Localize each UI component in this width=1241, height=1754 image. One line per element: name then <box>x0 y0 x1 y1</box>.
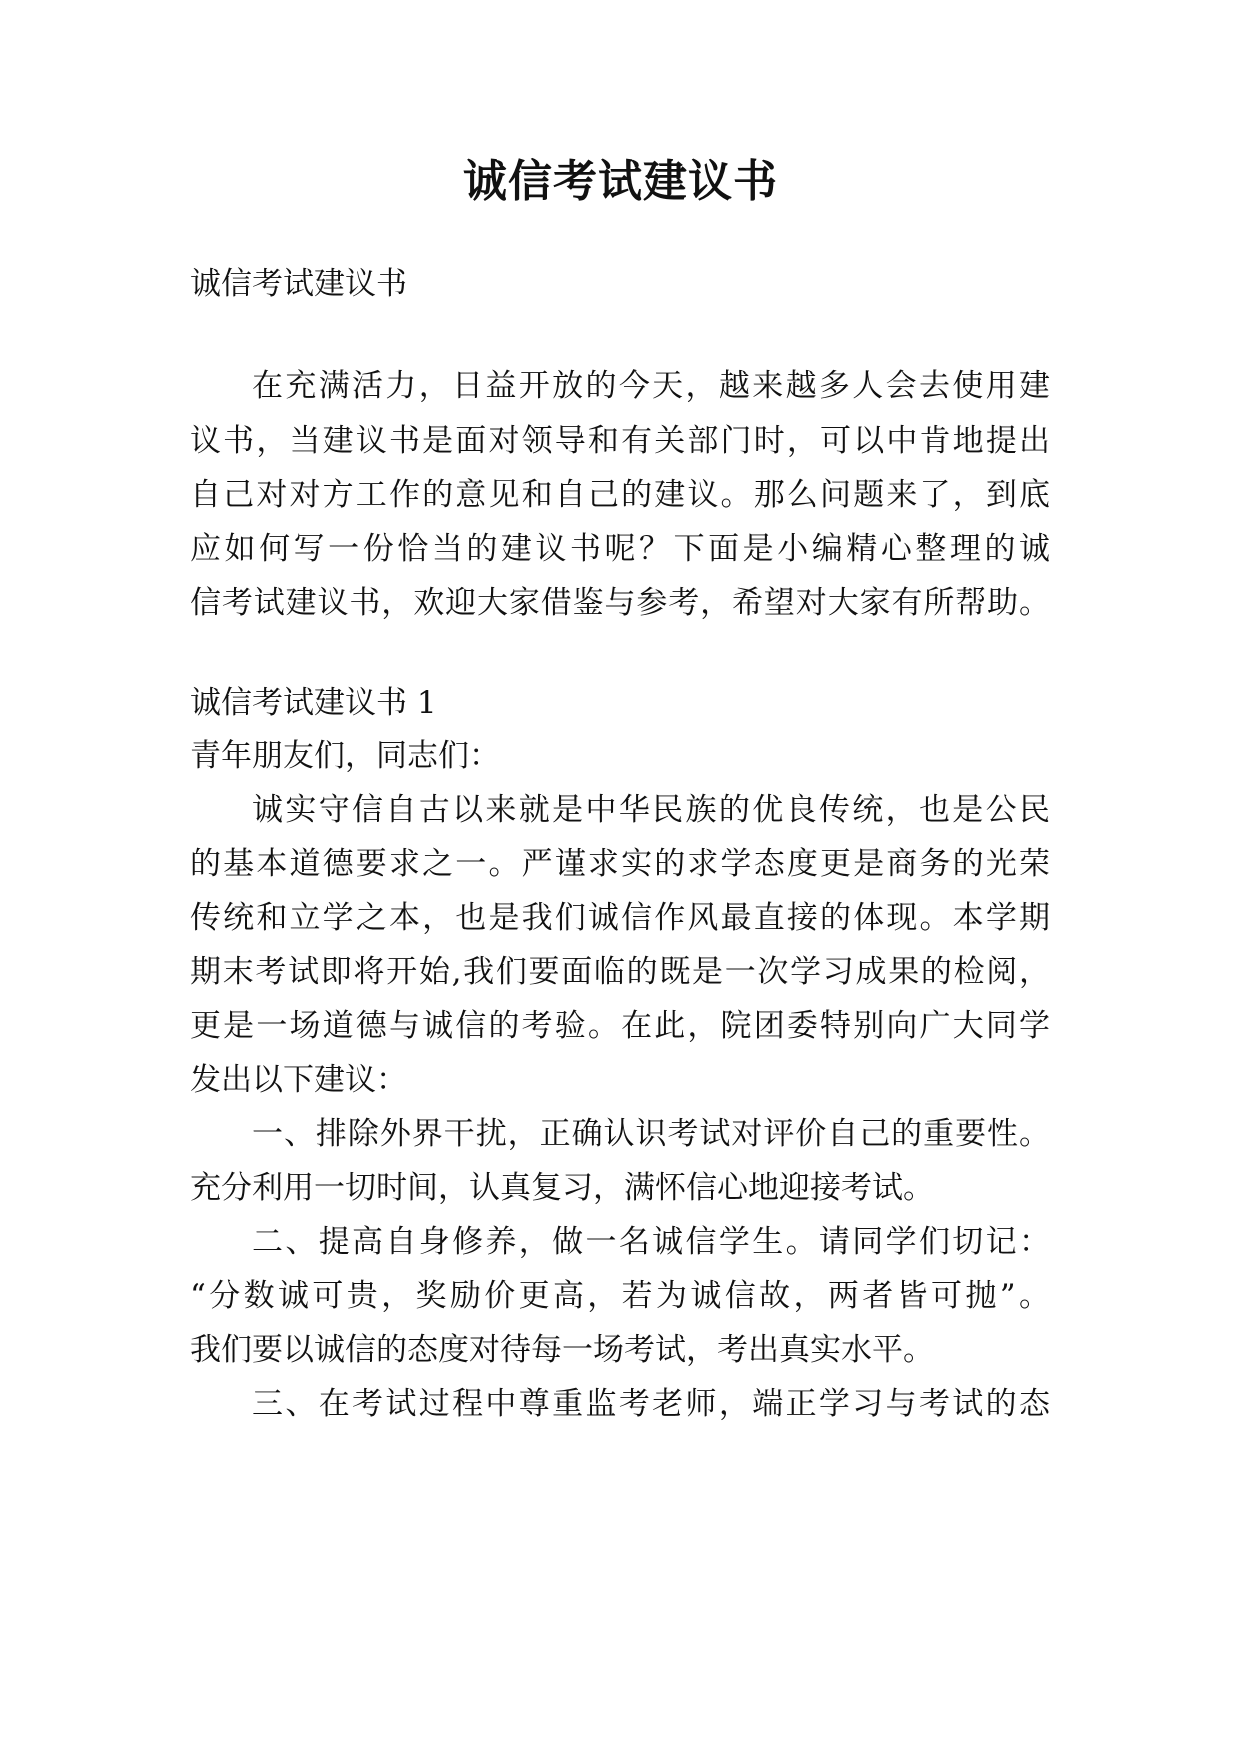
body-line: 传统和立学之本，也是我们诚信作风最直接的体现。本学期 <box>190 900 1050 936</box>
body-line: 更是一场道德与诚信的考验。在此，院团委特别向广大同学 <box>190 1008 1050 1044</box>
body-line: “分数诚可贵，奖励价更高，若为诚信故，两者皆可抛”。 <box>190 1278 1050 1314</box>
section-heading: 诚信考试建议书 1 <box>190 685 437 721</box>
body-line: 充分利用一切时间，认真复习，满怀信心地迎接考试。 <box>190 1170 934 1206</box>
body-line: 期末考试即将开始,我们要面临的既是一次学习成果的检阅， <box>190 954 1050 990</box>
salutation: 青年朋友们，同志们： <box>190 738 500 774</box>
intro-line: 议书，当建议书是面对领导和有关部门时，可以中肯地提出 <box>190 423 1050 459</box>
body-line: 我们要以诚信的态度对待每一场考试，考出真实水平。 <box>190 1332 934 1368</box>
body-line: 一、排除外界干扰，正确认识考试对评价自己的重要性。 <box>252 1116 1050 1152</box>
intro-line: 应如何写一份恰当的建议书呢？下面是小编精心整理的诚 <box>190 531 1050 567</box>
body-line: 的基本道德要求之一。严谨求实的求学态度更是商务的光荣 <box>190 846 1050 882</box>
body-line: 二、提高自身修养，做一名诚信学生。请同学们切记： <box>252 1224 1050 1260</box>
body-line: 发出以下建议： <box>190 1062 407 1098</box>
document-subtitle: 诚信考试建议书 <box>190 266 407 302</box>
body-line: 三、在考试过程中尊重监考老师，端正学习与考试的态 <box>252 1386 1050 1422</box>
body-line: 诚实守信自古以来就是中华民族的优良传统，也是公民 <box>252 792 1050 828</box>
document-title: 诚信考试建议书 <box>463 156 778 207</box>
intro-line: 自己对对方工作的意见和自己的建议。那么问题来了，到底 <box>190 477 1050 513</box>
intro-line: 信考试建议书，欢迎大家借鉴与参考，希望对大家有所帮助。 <box>190 585 1050 621</box>
intro-line: 在充满活力，日益开放的今天，越来越多人会去使用建 <box>252 368 1050 404</box>
